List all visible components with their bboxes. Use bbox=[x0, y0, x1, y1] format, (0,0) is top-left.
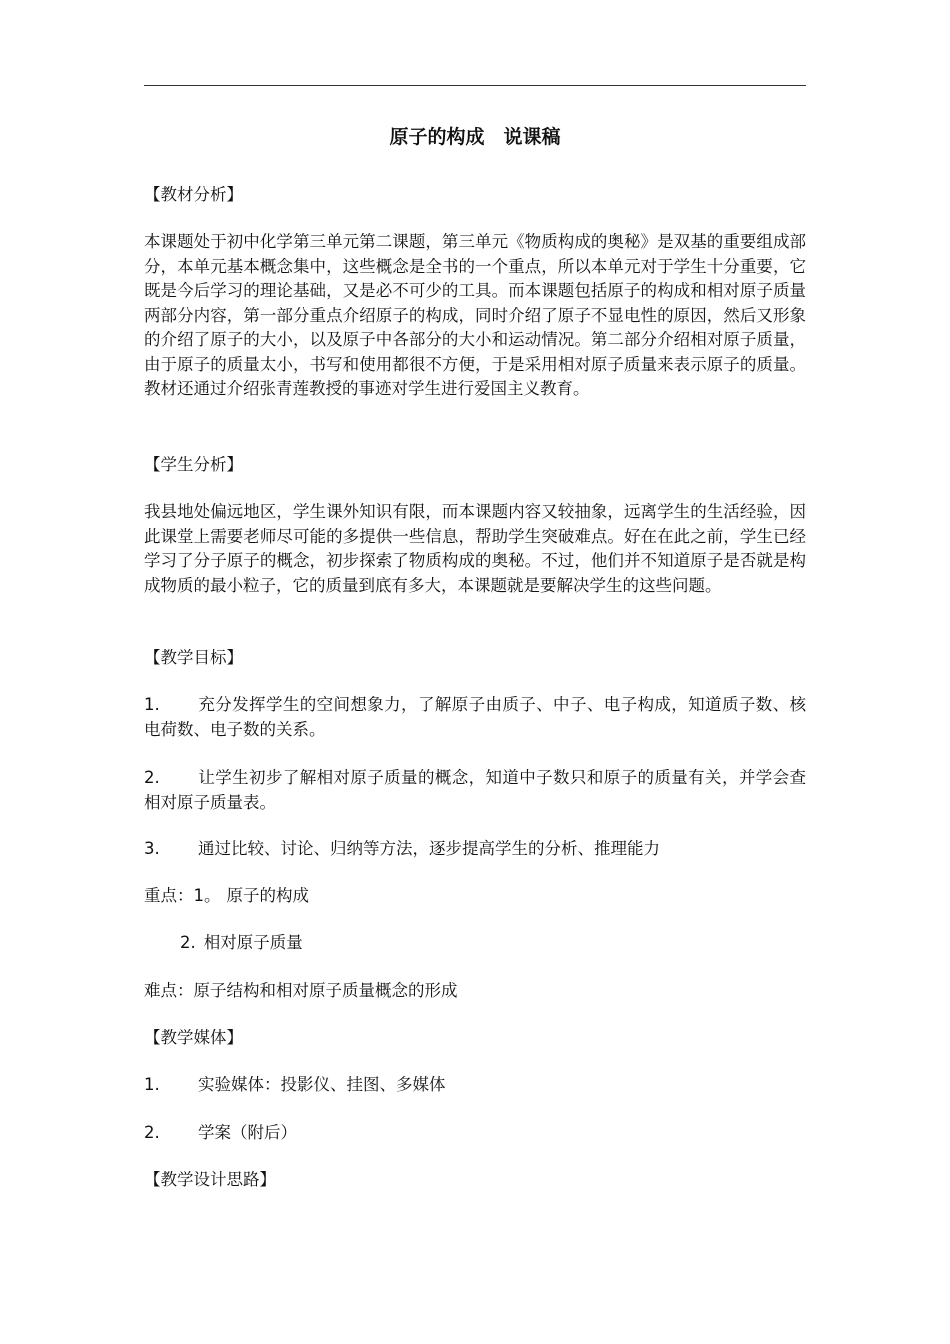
key-points-line-1 bbox=[144, 884, 806, 909]
key-points-label: 重点： bbox=[144, 886, 194, 905]
key-point-number: 2. bbox=[180, 933, 196, 952]
heading-textbook-analysis: 【教材分析】 bbox=[144, 185, 243, 204]
goal-item-2 bbox=[144, 766, 806, 815]
heading-teaching-goals: 【教学目标】 bbox=[144, 648, 243, 667]
paragraph-student-analysis: 我县地处偏远地区，学生课外知识有限，而本课题内容又较抽象，远离学生的生活经验，因此课堂上需要老师尽可能的多提供一些信息，帮助学生突破难点。好在在此之前，学生已经学习了分子原子的概念，初步探索了物质构成的奥秘。不过，他们并不知道原子是否就是构成物质的最小粒子，它的质量到底有多大，本课题就是要解决学生的这些问题。 bbox=[144, 502, 806, 595]
goal-item-text: 充分发挥学生的空间想象力，了解原子由质子、中子、电子构成，知道质子数、核电荷数、电子数的关系。 bbox=[144, 695, 806, 739]
key-points-line-2 bbox=[180, 931, 806, 956]
goal-item-text: 通过比较、讨论、归纳等方法，逐步提高学生的分析、推理能力 bbox=[198, 839, 660, 858]
page-title: 原子的构成 说课稿 bbox=[389, 126, 561, 148]
paragraph-textbook-analysis: 本课题处于初中化学第三单元第二课题，第三单元《物质构成的奥秘》是双基的重要组成部分，本单元基本概念集中，这些概念是全书的一个重点，所以本单元对于学生十分重要，它既是今后学习的理论基础，又是必不可少的工具。而本课题包括原子的构成和相对原子质量两部分内容，第一部分重点介绍原子的构成，同时介绍了原子不显电性的原因，然后又形象的介绍了原子的大小，以及原子中各部分的大小和运动情况。第二部分介绍相对原子质量，由于原子的质量太小，书写和使用都很不方便，于是采用相对原子质量来表示原子的质量。教材还通过介绍张青莲教授的事迹对学生进行爱国主义教育。 bbox=[144, 232, 806, 398]
goal-item-number: 3. bbox=[144, 839, 160, 858]
key-point-text: 相对原子质量 bbox=[203, 933, 303, 952]
goal-item-text: 让学生初步了解相对原子质量的概念，知道中子数只和原子的质量有关，并学会查相对原子质量表。 bbox=[144, 768, 806, 812]
goal-item-number: 2. bbox=[144, 768, 160, 787]
goal-item-number: 1. bbox=[144, 695, 160, 714]
media-item-number: 1. bbox=[144, 1075, 160, 1094]
heading-teaching-media: 【教学媒体】 bbox=[144, 1028, 243, 1047]
heading-teaching-design: 【教学设计思路】 bbox=[144, 1170, 276, 1189]
media-item-2 bbox=[144, 1121, 806, 1146]
media-item-text: 学案（附后） bbox=[198, 1123, 297, 1142]
heading-student-analysis: 【学生分析】 bbox=[144, 455, 243, 474]
goal-item-1 bbox=[144, 693, 806, 742]
key-point-text: 原子的构成 bbox=[226, 886, 309, 905]
header-rule bbox=[144, 85, 806, 86]
key-point-number: 1。 bbox=[193, 886, 221, 905]
media-item-number: 2. bbox=[144, 1123, 160, 1142]
media-item-1 bbox=[144, 1073, 806, 1098]
difficulty-line: 难点：原子结构和相对原子质量概念的形成 bbox=[144, 981, 458, 1000]
media-item-text: 实验媒体：投影仪、挂图、多媒体 bbox=[198, 1075, 446, 1094]
goal-item-3 bbox=[144, 837, 806, 862]
